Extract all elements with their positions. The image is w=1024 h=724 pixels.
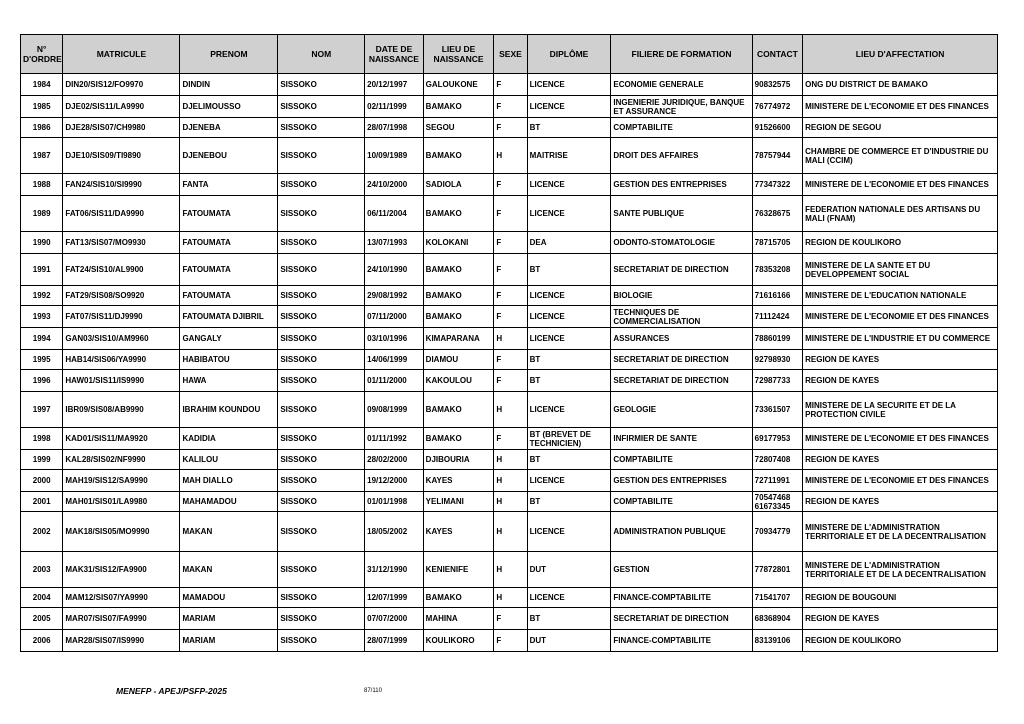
col-matricule-cell: MAR07/SIS07/FA9990 bbox=[63, 608, 180, 630]
col-date-naissance-cell: 03/10/1996 bbox=[365, 328, 424, 350]
col-filiere-header: FILIERE DE FORMATION bbox=[611, 35, 752, 74]
col-lieu-naissance-cell: BAMAKO bbox=[423, 96, 494, 118]
col-lieu-naissance-cell: MAHINA bbox=[423, 608, 494, 630]
col-ordre-header: N° D'ORDRE bbox=[21, 35, 63, 74]
col-prenom-cell: MARIAM bbox=[180, 608, 278, 630]
col-matricule-cell: KAD01/SIS11/MA9920 bbox=[63, 428, 180, 450]
col-matricule-cell: GAN03/SIS10/AM9960 bbox=[63, 328, 180, 350]
table-row bbox=[21, 118, 998, 138]
col-nom-cell: SISSOKO bbox=[278, 428, 365, 450]
col-ordre-cell: 2002 bbox=[21, 512, 63, 552]
col-prenom-cell: KALILOU bbox=[180, 450, 278, 470]
col-nom-cell: SISSOKO bbox=[278, 588, 365, 608]
col-affectation-cell: CHAMBRE DE COMMERCE ET D'INDUSTRIE DU MALI (CCIM) bbox=[803, 138, 998, 174]
col-date-naissance-cell: 13/07/1993 bbox=[365, 232, 424, 254]
col-diplome-cell: LICENCE bbox=[527, 306, 611, 328]
col-filiere-cell: SECRETARIAT DE DIRECTION bbox=[611, 350, 752, 370]
col-affectation-cell: MINISTERE DE LA SANTE ET DU DEVELOPPEMENT SOCIAL bbox=[803, 254, 998, 286]
col-affectation-cell: REGION DE SEGOU bbox=[803, 118, 998, 138]
col-diplome-cell: DEA bbox=[527, 232, 611, 254]
col-prenom-header: PRENOM bbox=[180, 35, 278, 74]
col-nom-cell: SISSOKO bbox=[278, 232, 365, 254]
table-row bbox=[21, 608, 998, 630]
col-ordre-cell: 1990 bbox=[21, 232, 63, 254]
col-sexe-cell: H bbox=[494, 552, 527, 588]
col-contact-cell: 76328675 bbox=[752, 196, 802, 232]
col-nom-cell: SISSOKO bbox=[278, 608, 365, 630]
col-filiere-cell: ASSURANCES bbox=[611, 328, 752, 350]
col-date-naissance-cell: 07/11/2000 bbox=[365, 306, 424, 328]
col-filiere-cell: ODONTO-STOMATOLOGIE bbox=[611, 232, 752, 254]
col-diplome-cell: LICENCE bbox=[527, 392, 611, 428]
col-ordre-cell: 1987 bbox=[21, 138, 63, 174]
col-contact-cell: 78715705 bbox=[752, 232, 802, 254]
col-lieu-naissance-cell: KENIENIFE bbox=[423, 552, 494, 588]
col-diplome-cell: BT bbox=[527, 370, 611, 392]
col-contact-cell: 71616166 bbox=[752, 286, 802, 306]
col-ordre-cell: 1992 bbox=[21, 286, 63, 306]
col-lieu-naissance-header: LIEU DE NAISSANCE bbox=[423, 35, 494, 74]
col-lieu-naissance-cell: DJIBOURIA bbox=[423, 450, 494, 470]
col-ordre-cell: 1993 bbox=[21, 306, 63, 328]
col-nom-cell: SISSOKO bbox=[278, 492, 365, 512]
col-ordre-cell: 1996 bbox=[21, 370, 63, 392]
col-date-naissance-cell: 28/07/1999 bbox=[365, 630, 424, 652]
col-matricule-cell: MAH01/SIS01/LA9980 bbox=[63, 492, 180, 512]
col-nom-header: NOM bbox=[278, 35, 365, 74]
col-sexe-cell: F bbox=[494, 96, 527, 118]
col-contact-cell: 78860199 bbox=[752, 328, 802, 350]
col-date-naissance-cell: 02/11/1999 bbox=[365, 96, 424, 118]
col-date-naissance-cell: 12/07/1999 bbox=[365, 588, 424, 608]
col-lieu-naissance-cell: BAMAKO bbox=[423, 306, 494, 328]
col-nom-cell: SISSOKO bbox=[278, 350, 365, 370]
col-diplome-header: DIPLÔME bbox=[527, 35, 611, 74]
table-row bbox=[21, 286, 998, 306]
col-sexe-cell: H bbox=[494, 450, 527, 470]
col-nom-cell: SISSOKO bbox=[278, 306, 365, 328]
col-contact-header: CONTACT bbox=[752, 35, 802, 74]
table-row bbox=[21, 370, 998, 392]
col-lieu-naissance-cell: BAMAKO bbox=[423, 392, 494, 428]
col-affectation-cell: MINISTERE DE L'ECONOMIE ET DES FINANCES bbox=[803, 428, 998, 450]
col-diplome-cell: DUT bbox=[527, 630, 611, 652]
table-row bbox=[21, 428, 998, 450]
col-sexe-cell: F bbox=[494, 286, 527, 306]
col-lieu-naissance-cell: BAMAKO bbox=[423, 428, 494, 450]
col-matricule-cell: DJE02/SIS11/LA9990 bbox=[63, 96, 180, 118]
col-nom-cell: SISSOKO bbox=[278, 370, 365, 392]
col-contact-cell: 77872801 bbox=[752, 552, 802, 588]
col-matricule-cell: FAT13/SIS07/MO9930 bbox=[63, 232, 180, 254]
col-sexe-cell: H bbox=[494, 392, 527, 428]
col-contact-cell: 68368904 bbox=[752, 608, 802, 630]
col-filiere-cell: GEOLOGIE bbox=[611, 392, 752, 428]
col-contact-cell: 70547468 61673345 bbox=[752, 492, 802, 512]
col-diplome-cell: MAITRISE bbox=[527, 138, 611, 174]
col-prenom-cell: MARIAM bbox=[180, 630, 278, 652]
col-filiere-cell: SECRETARIAT DE DIRECTION bbox=[611, 254, 752, 286]
col-sexe-cell: F bbox=[494, 306, 527, 328]
col-lieu-naissance-cell: KOLOKANI bbox=[423, 232, 494, 254]
col-lieu-naissance-cell: KAYES bbox=[423, 470, 494, 492]
col-lieu-naissance-cell: KAKOULOU bbox=[423, 370, 494, 392]
col-contact-cell: 83139106 bbox=[752, 630, 802, 652]
col-prenom-cell: DJENEBOU bbox=[180, 138, 278, 174]
col-ordre-cell: 1988 bbox=[21, 174, 63, 196]
col-prenom-cell: FATOUMATA bbox=[180, 286, 278, 306]
footer-reference: MENEFP - APEJ/PSFP-2025 bbox=[116, 686, 227, 696]
col-affectation-cell: MINISTERE DE L'ECONOMIE ET DES FINANCES bbox=[803, 174, 998, 196]
col-diplome-cell: BT bbox=[527, 254, 611, 286]
col-date-naissance-cell: 06/11/2004 bbox=[365, 196, 424, 232]
col-matricule-cell: KAL28/SIS02/NF9990 bbox=[63, 450, 180, 470]
col-matricule-header: MATRICULE bbox=[63, 35, 180, 74]
col-affectation-cell: REGION DE KAYES bbox=[803, 492, 998, 512]
col-diplome-cell: LICENCE bbox=[527, 196, 611, 232]
col-affectation-cell: REGION DE KAYES bbox=[803, 350, 998, 370]
col-prenom-cell: MAKAN bbox=[180, 512, 278, 552]
col-prenom-cell: KADIDIA bbox=[180, 428, 278, 450]
col-sexe-cell: H bbox=[494, 588, 527, 608]
col-contact-cell: 71112424 bbox=[752, 306, 802, 328]
col-nom-cell: SISSOKO bbox=[278, 450, 365, 470]
col-lieu-naissance-cell: BAMAKO bbox=[423, 286, 494, 306]
col-ordre-cell: 1985 bbox=[21, 96, 63, 118]
col-sexe-cell: H bbox=[494, 138, 527, 174]
col-ordre-cell: 1989 bbox=[21, 196, 63, 232]
col-lieu-naissance-cell: YELIMANI bbox=[423, 492, 494, 512]
col-date-naissance-cell: 31/12/1990 bbox=[365, 552, 424, 588]
col-nom-cell: SISSOKO bbox=[278, 328, 365, 350]
table-row bbox=[21, 306, 998, 328]
col-affectation-cell: MINISTERE DE L'INDUSTRIE ET DU COMMERCE bbox=[803, 328, 998, 350]
col-sexe-header: SEXE bbox=[494, 35, 527, 74]
col-affectation-cell: REGION DE KAYES bbox=[803, 450, 998, 470]
col-lieu-naissance-cell: SADIOLA bbox=[423, 174, 494, 196]
col-prenom-cell: FATOUMATA bbox=[180, 196, 278, 232]
col-diplome-cell: DUT bbox=[527, 552, 611, 588]
col-prenom-cell: GANGALY bbox=[180, 328, 278, 350]
col-affectation-cell: MINISTERE DE L'ECONOMIE ET DES FINANCES bbox=[803, 470, 998, 492]
table-row bbox=[21, 328, 998, 350]
col-nom-cell: SISSOKO bbox=[278, 630, 365, 652]
col-diplome-cell: LICENCE bbox=[527, 512, 611, 552]
col-filiere-cell: TECHNIQUES DE COMMERCIALISATION bbox=[611, 306, 752, 328]
col-sexe-cell: H bbox=[494, 470, 527, 492]
col-filiere-cell: COMPTABILITE bbox=[611, 450, 752, 470]
col-matricule-cell: FAT07/SIS11/DJ9990 bbox=[63, 306, 180, 328]
col-lieu-naissance-cell: KAYES bbox=[423, 512, 494, 552]
col-contact-cell: 76774972 bbox=[752, 96, 802, 118]
col-date-naissance-cell: 01/11/1992 bbox=[365, 428, 424, 450]
table-row bbox=[21, 350, 998, 370]
col-sexe-cell: F bbox=[494, 174, 527, 196]
col-contact-cell: 70934779 bbox=[752, 512, 802, 552]
col-matricule-cell: HAW01/SIS11/IS9990 bbox=[63, 370, 180, 392]
col-contact-cell: 78757944 bbox=[752, 138, 802, 174]
col-diplome-cell: BT (BREVET DE TECHNICIEN) bbox=[527, 428, 611, 450]
col-affectation-cell: MINISTERE DE LA SECURITE ET DE LA PROTECTION CIVILE bbox=[803, 392, 998, 428]
col-sexe-cell: F bbox=[494, 350, 527, 370]
col-lieu-naissance-cell: BAMAKO bbox=[423, 254, 494, 286]
col-filiere-cell: GESTION DES ENTREPRISES bbox=[611, 470, 752, 492]
table-header-row bbox=[21, 35, 998, 74]
table-row bbox=[21, 552, 998, 588]
col-ordre-cell: 1997 bbox=[21, 392, 63, 428]
col-date-naissance-cell: 24/10/1990 bbox=[365, 254, 424, 286]
col-affectation-header: LIEU D'AFFECTATION bbox=[803, 35, 998, 74]
col-filiere-cell: SANTE PUBLIQUE bbox=[611, 196, 752, 232]
col-lieu-naissance-cell: BAMAKO bbox=[423, 196, 494, 232]
col-diplome-cell: LICENCE bbox=[527, 174, 611, 196]
col-matricule-cell: DJE10/SIS09/TI9890 bbox=[63, 138, 180, 174]
table-row bbox=[21, 470, 998, 492]
col-sexe-cell: F bbox=[494, 74, 527, 96]
col-filiere-cell: BIOLOGIE bbox=[611, 286, 752, 306]
table-row bbox=[21, 174, 998, 196]
col-lieu-naissance-cell: KIMAPARANA bbox=[423, 328, 494, 350]
col-lieu-naissance-cell: BAMAKO bbox=[423, 588, 494, 608]
col-filiere-cell: SECRETARIAT DE DIRECTION bbox=[611, 370, 752, 392]
col-ordre-cell: 1984 bbox=[21, 74, 63, 96]
col-affectation-cell: REGION DE KOULIKORO bbox=[803, 630, 998, 652]
table-row bbox=[21, 588, 998, 608]
col-ordre-cell: 2003 bbox=[21, 552, 63, 588]
col-date-naissance-cell: 14/06/1999 bbox=[365, 350, 424, 370]
col-filiere-cell: ADMINISTRATION PUBLIQUE bbox=[611, 512, 752, 552]
col-filiere-cell: GESTION bbox=[611, 552, 752, 588]
col-filiere-cell: SECRETARIAT DE DIRECTION bbox=[611, 608, 752, 630]
col-date-naissance-cell: 28/02/2000 bbox=[365, 450, 424, 470]
col-affectation-cell: REGION DE KAYES bbox=[803, 370, 998, 392]
col-date-naissance-cell: 28/07/1998 bbox=[365, 118, 424, 138]
page-number: 87/110 bbox=[364, 688, 382, 694]
col-ordre-cell: 1999 bbox=[21, 450, 63, 470]
col-matricule-cell: FAN24/SIS10/SI9990 bbox=[63, 174, 180, 196]
col-filiere-cell: FINANCE-COMPTABILITE bbox=[611, 588, 752, 608]
col-sexe-cell: H bbox=[494, 512, 527, 552]
col-filiere-cell: FINANCE-COMPTABILITE bbox=[611, 630, 752, 652]
col-contact-cell: 72987733 bbox=[752, 370, 802, 392]
col-date-naissance-cell: 10/09/1989 bbox=[365, 138, 424, 174]
col-sexe-cell: F bbox=[494, 370, 527, 392]
col-diplome-cell: BT bbox=[527, 492, 611, 512]
col-prenom-cell: MAMADOU bbox=[180, 588, 278, 608]
col-affectation-cell: MINISTERE DE L'ECONOMIE ET DES FINANCES bbox=[803, 96, 998, 118]
col-nom-cell: SISSOKO bbox=[278, 74, 365, 96]
table-row bbox=[21, 138, 998, 174]
col-nom-cell: SISSOKO bbox=[278, 552, 365, 588]
col-sexe-cell: F bbox=[494, 254, 527, 286]
col-ordre-cell: 1995 bbox=[21, 350, 63, 370]
col-nom-cell: SISSOKO bbox=[278, 138, 365, 174]
col-ordre-cell: 2000 bbox=[21, 470, 63, 492]
col-nom-cell: SISSOKO bbox=[278, 286, 365, 306]
col-prenom-cell: FATOUMATA bbox=[180, 232, 278, 254]
table-row bbox=[21, 196, 998, 232]
col-affectation-cell: REGION DE BOUGOUNI bbox=[803, 588, 998, 608]
table-row bbox=[21, 492, 998, 512]
col-contact-cell: 90832575 bbox=[752, 74, 802, 96]
col-affectation-cell: REGION DE KOULIKORO bbox=[803, 232, 998, 254]
col-sexe-cell: F bbox=[494, 118, 527, 138]
col-contact-cell: 72807408 bbox=[752, 450, 802, 470]
col-date-naissance-cell: 29/08/1992 bbox=[365, 286, 424, 306]
col-nom-cell: SISSOKO bbox=[278, 118, 365, 138]
col-date-naissance-cell: 19/12/2000 bbox=[365, 470, 424, 492]
col-contact-cell: 72711991 bbox=[752, 470, 802, 492]
col-ordre-cell: 2001 bbox=[21, 492, 63, 512]
col-prenom-cell: HABIBATOU bbox=[180, 350, 278, 370]
col-date-naissance-cell: 01/11/2000 bbox=[365, 370, 424, 392]
col-nom-cell: SISSOKO bbox=[278, 174, 365, 196]
col-matricule-cell: FAT29/SIS08/SO9920 bbox=[63, 286, 180, 306]
col-prenom-cell: FANTA bbox=[180, 174, 278, 196]
table-row bbox=[21, 74, 998, 96]
col-diplome-cell: BT bbox=[527, 118, 611, 138]
col-nom-cell: SISSOKO bbox=[278, 392, 365, 428]
col-filiere-cell: INGENIERIE JURIDIQUE, BANQUE ET ASSURANCE bbox=[611, 96, 752, 118]
col-date-naissance-cell: 20/12/1997 bbox=[365, 74, 424, 96]
table-row bbox=[21, 392, 998, 428]
col-prenom-cell: DJELIMOUSSO bbox=[180, 96, 278, 118]
table-row bbox=[21, 96, 998, 118]
col-affectation-cell: MINISTERE DE L'EDUCATION NATIONALE bbox=[803, 286, 998, 306]
col-filiere-cell: COMPTABILITE bbox=[611, 118, 752, 138]
col-lieu-naissance-cell: KOULIKORO bbox=[423, 630, 494, 652]
col-sexe-cell: F bbox=[494, 232, 527, 254]
col-lieu-naissance-cell: GALOUKONE bbox=[423, 74, 494, 96]
col-contact-cell: 92798930 bbox=[752, 350, 802, 370]
col-diplome-cell: LICENCE bbox=[527, 588, 611, 608]
col-affectation-cell: REGION DE KAYES bbox=[803, 608, 998, 630]
col-affectation-cell: ONG DU DISTRICT DE BAMAKO bbox=[803, 74, 998, 96]
col-ordre-cell: 2004 bbox=[21, 588, 63, 608]
col-diplome-cell: LICENCE bbox=[527, 286, 611, 306]
col-date-naissance-cell: 09/08/1999 bbox=[365, 392, 424, 428]
col-prenom-cell: HAWA bbox=[180, 370, 278, 392]
col-diplome-cell: BT bbox=[527, 350, 611, 370]
col-nom-cell: SISSOKO bbox=[278, 96, 365, 118]
col-sexe-cell: F bbox=[494, 608, 527, 630]
col-affectation-cell: FEDERATION NATIONALE DES ARTISANS DU MALI (FNAM) bbox=[803, 196, 998, 232]
col-nom-cell: SISSOKO bbox=[278, 470, 365, 492]
col-affectation-cell: MINISTERE DE L'ADMINISTRATION TERRITORIALE ET DE LA DECENTRALISATION bbox=[803, 552, 998, 588]
col-sexe-cell: F bbox=[494, 196, 527, 232]
col-filiere-cell: COMPTABILITE bbox=[611, 492, 752, 512]
col-diplome-cell: LICENCE bbox=[527, 328, 611, 350]
col-ordre-cell: 1998 bbox=[21, 428, 63, 450]
col-lieu-naissance-cell: BAMAKO bbox=[423, 138, 494, 174]
col-date-naissance-header: DATE DE NAISSANCE bbox=[365, 35, 424, 74]
col-filiere-cell: ECONOMIE GENERALE bbox=[611, 74, 752, 96]
col-matricule-cell: DIN20/SIS12/FO9970 bbox=[63, 74, 180, 96]
col-date-naissance-cell: 01/01/1998 bbox=[365, 492, 424, 512]
col-diplome-cell: LICENCE bbox=[527, 470, 611, 492]
col-contact-cell: 78353208 bbox=[752, 254, 802, 286]
col-matricule-cell: HAB14/SIS06/YA9990 bbox=[63, 350, 180, 370]
col-ordre-cell: 2006 bbox=[21, 630, 63, 652]
col-diplome-cell: BT bbox=[527, 608, 611, 630]
col-matricule-cell: MAK18/SIS05/MO9990 bbox=[63, 512, 180, 552]
col-diplome-cell: LICENCE bbox=[527, 96, 611, 118]
col-lieu-naissance-cell: DIAMOU bbox=[423, 350, 494, 370]
col-matricule-cell: DJE28/SIS07/CH9980 bbox=[63, 118, 180, 138]
col-matricule-cell: IBR09/SIS08/AB9990 bbox=[63, 392, 180, 428]
col-matricule-cell: MAM12/SIS07/YA9990 bbox=[63, 588, 180, 608]
col-ordre-cell: 1986 bbox=[21, 118, 63, 138]
col-prenom-cell: FATOUMATA bbox=[180, 254, 278, 286]
table-row bbox=[21, 630, 998, 652]
table-row bbox=[21, 254, 998, 286]
col-filiere-cell: DROIT DES AFFAIRES bbox=[611, 138, 752, 174]
col-filiere-cell: GESTION DES ENTREPRISES bbox=[611, 174, 752, 196]
col-filiere-cell: INFIRMIER DE SANTE bbox=[611, 428, 752, 450]
table-body bbox=[21, 74, 998, 652]
col-prenom-cell: MAH DIALLO bbox=[180, 470, 278, 492]
col-ordre-cell: 2005 bbox=[21, 608, 63, 630]
col-sexe-cell: H bbox=[494, 492, 527, 512]
col-prenom-cell: MAKAN bbox=[180, 552, 278, 588]
col-sexe-cell: F bbox=[494, 630, 527, 652]
col-prenom-cell: IBRAHIM KOUNDOU bbox=[180, 392, 278, 428]
col-prenom-cell: DJENEBA bbox=[180, 118, 278, 138]
col-nom-cell: SISSOKO bbox=[278, 196, 365, 232]
col-matricule-cell: MAR28/SIS07/IS9990 bbox=[63, 630, 180, 652]
table-row bbox=[21, 512, 998, 552]
col-affectation-cell: MINISTERE DE L'ADMINISTRATION TERRITORIALE ET DE LA DECENTRALISATION bbox=[803, 512, 998, 552]
table-row bbox=[21, 450, 998, 470]
col-contact-cell: 91526600 bbox=[752, 118, 802, 138]
col-ordre-cell: 1991 bbox=[21, 254, 63, 286]
col-date-naissance-cell: 24/10/2000 bbox=[365, 174, 424, 196]
col-matricule-cell: FAT24/SIS10/AL9900 bbox=[63, 254, 180, 286]
col-prenom-cell: DINDIN bbox=[180, 74, 278, 96]
col-ordre-cell: 1994 bbox=[21, 328, 63, 350]
col-affectation-cell: MINISTERE DE L'ECONOMIE ET DES FINANCES bbox=[803, 306, 998, 328]
affectation-table bbox=[20, 34, 998, 652]
col-prenom-cell: MAHAMADOU bbox=[180, 492, 278, 512]
col-matricule-cell: MAH19/SIS12/SA9990 bbox=[63, 470, 180, 492]
col-diplome-cell: BT bbox=[527, 450, 611, 470]
col-nom-cell: SISSOKO bbox=[278, 512, 365, 552]
col-matricule-cell: FAT06/SIS11/DA9990 bbox=[63, 196, 180, 232]
col-diplome-cell: LICENCE bbox=[527, 74, 611, 96]
col-contact-cell: 77347322 bbox=[752, 174, 802, 196]
col-contact-cell: 73361507 bbox=[752, 392, 802, 428]
col-contact-cell: 71541707 bbox=[752, 588, 802, 608]
col-date-naissance-cell: 07/07/2000 bbox=[365, 608, 424, 630]
col-date-naissance-cell: 18/05/2002 bbox=[365, 512, 424, 552]
col-contact-cell: 69177953 bbox=[752, 428, 802, 450]
col-lieu-naissance-cell: SEGOU bbox=[423, 118, 494, 138]
col-sexe-cell: H bbox=[494, 328, 527, 350]
table-row bbox=[21, 232, 998, 254]
col-matricule-cell: MAK31/SIS12/FA9900 bbox=[63, 552, 180, 588]
col-sexe-cell: F bbox=[494, 428, 527, 450]
col-nom-cell: SISSOKO bbox=[278, 254, 365, 286]
col-prenom-cell: FATOUMATA DJIBRIL bbox=[180, 306, 278, 328]
